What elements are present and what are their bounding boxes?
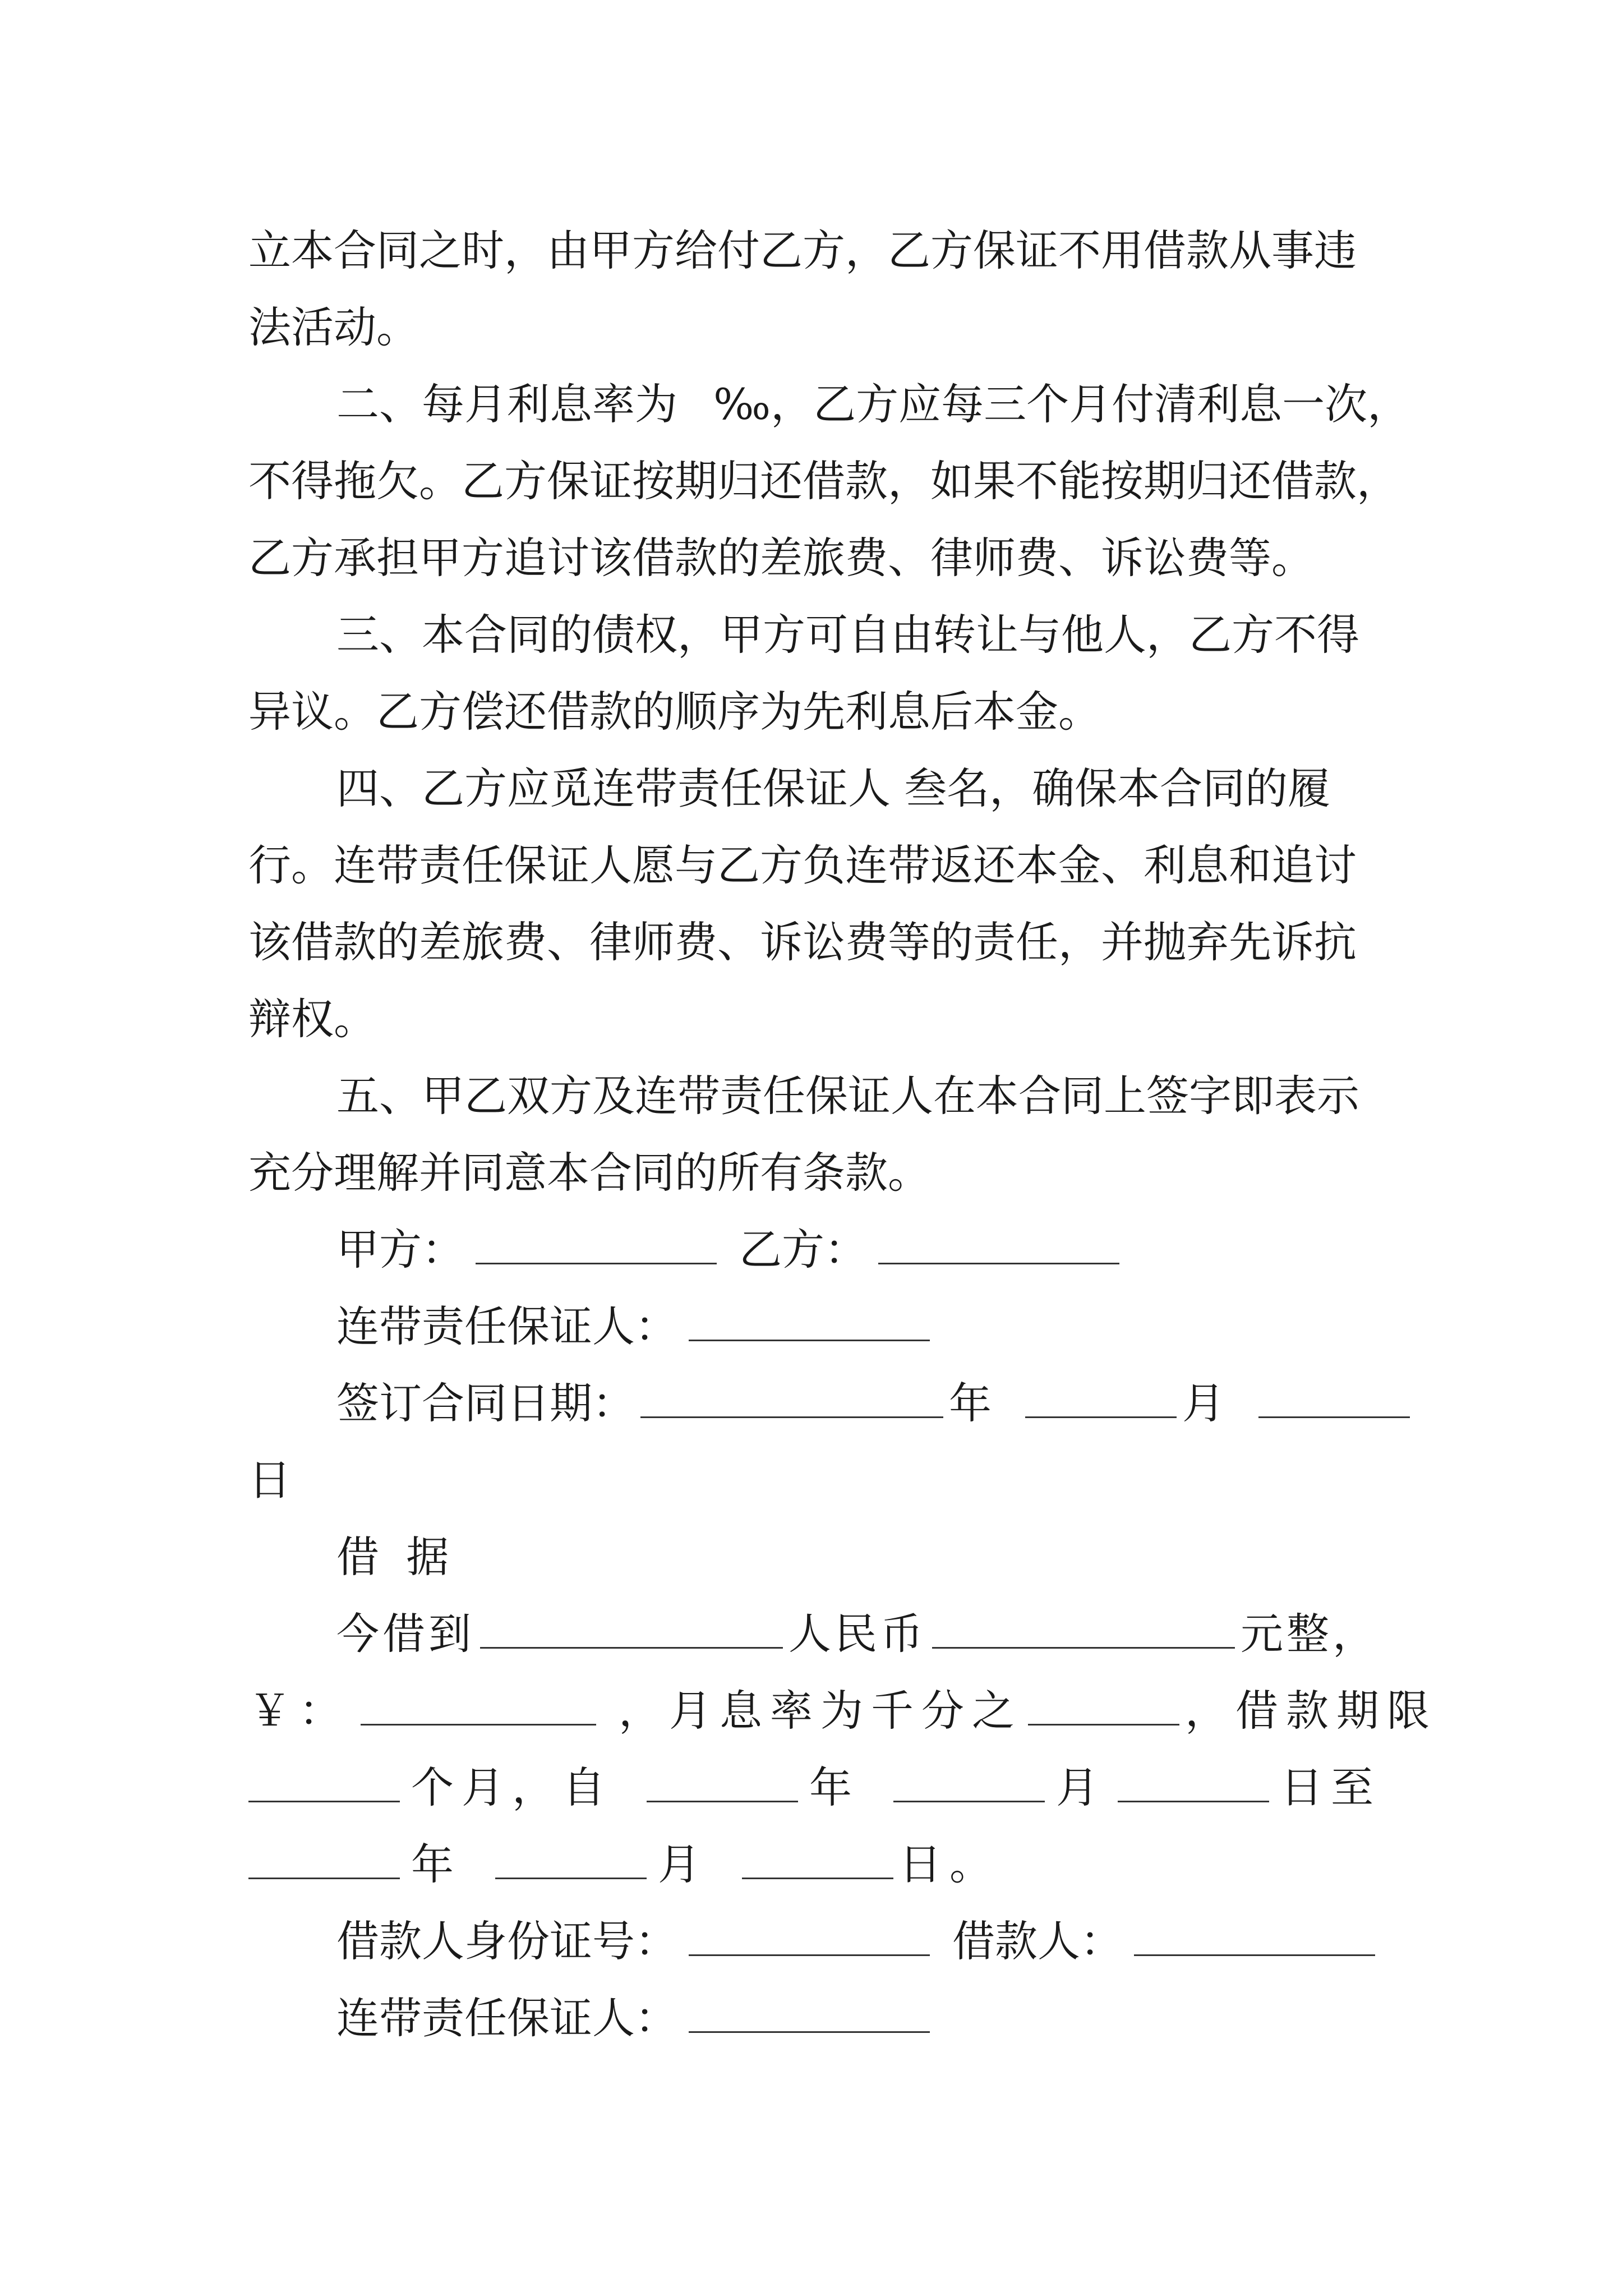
p4-line-2: 行。连带责任保证人愿与乙方负连带返还本金、利息和追讨: [248, 840, 1357, 890]
receipt-rmb-label: 人民币: [789, 1609, 926, 1659]
receipt-rate-label: ，月息率为千分之: [619, 1686, 1022, 1736]
receipt-title: 借 据: [336, 1532, 449, 1582]
p4-line-3: 该借款的差旅费、律师费、诉讼费等的责任，并抛弃先诉抗: [248, 917, 1357, 967]
rate-blank[interactable]: [1028, 1689, 1179, 1726]
receipt-id-row: [336, 1903, 1375, 1980]
party-a-blank[interactable]: [476, 1228, 717, 1264]
end-year-blank[interactable]: [248, 1843, 400, 1879]
end-month-blank[interactable]: [495, 1843, 647, 1879]
end-day-blank[interactable]: [742, 1843, 893, 1879]
receipt-months-from: 个月，自: [411, 1763, 613, 1812]
p2-line-1-b: ‰，乙方应每三个月付清利息一次，: [713, 379, 1410, 429]
date-year-label: 年: [949, 1378, 992, 1428]
p5-line-2: 充分理解并同意本合同的所有条款。: [248, 1148, 930, 1198]
p3-line-1: 三、本合同的债权，甲方可自由转让与他人，乙方不得: [336, 610, 1359, 660]
borrower-id-label: 借款人身份证号：: [336, 1916, 677, 1966]
receipt-line-2: [248, 1672, 1437, 1749]
guarantor-label: 连带责任保证人：: [336, 1301, 677, 1351]
amount-figures-blank[interactable]: [361, 1689, 596, 1726]
p2-line-1: [336, 366, 1410, 443]
date-year-blank[interactable]: [640, 1382, 943, 1418]
receipt-borrowed-from: 今借到: [336, 1609, 474, 1659]
start-year-label: 年: [809, 1763, 860, 1812]
receipt-term-label: ，借款期限: [1185, 1686, 1437, 1736]
start-day-blank[interactable]: [1118, 1766, 1269, 1802]
date-day-blank[interactable]: [1258, 1382, 1410, 1418]
receipt-guarantor-label: 连带责任保证人：: [336, 1993, 677, 2043]
p4-line-1: 四、乙方应觅连带责任保证人 叁名，确保本合同的履: [336, 763, 1331, 813]
p4-line-4: 辩权。: [248, 994, 376, 1044]
contract-date-row: [336, 1365, 1410, 1442]
p2-line-2: 不得拖欠。乙方保证按期归还借款，如果不能按期归还借款，: [248, 456, 1399, 506]
receipt-yen-label: ￥：: [248, 1686, 349, 1736]
guarantor-blank[interactable]: [689, 1305, 930, 1341]
date-month-blank[interactable]: [1025, 1382, 1177, 1418]
start-day-label: 日至: [1280, 1763, 1381, 1812]
p3-line-2: 异议。乙方偿还借款的顺序为先利息后本金。: [248, 687, 1101, 737]
receipt-line-4: [248, 1826, 1000, 1903]
start-year-blank[interactable]: [647, 1766, 798, 1802]
signature-parties-row: [336, 1211, 1119, 1288]
borrower-blank[interactable]: [1134, 1920, 1375, 1956]
date-day-label: 日: [248, 1455, 291, 1505]
receipt-guarantor-blank[interactable]: [689, 1996, 930, 2033]
p1-line-1: 立本合同之时，由甲方给付乙方，乙方保证不用借款从事违: [248, 226, 1357, 275]
lender-blank[interactable]: [480, 1612, 783, 1649]
p2-line-3: 乙方承担甲方追讨该借款的差旅费、律师费、诉讼费等。: [248, 533, 1314, 583]
party-b-label: 乙方：: [739, 1225, 867, 1274]
receipt-yuan-label: 元整，: [1241, 1609, 1378, 1659]
date-month-label: 月: [1182, 1378, 1225, 1428]
start-month-blank[interactable]: [893, 1766, 1045, 1802]
receipt-guarantor-row: [336, 1980, 930, 2056]
start-month-label: 月: [1056, 1763, 1106, 1812]
borrower-label: 借款人：: [952, 1916, 1123, 1966]
party-a-label: 甲方：: [336, 1225, 464, 1274]
end-month-label: 月: [658, 1839, 708, 1889]
p2-line-1-a: 二、每月利息率为: [336, 379, 691, 429]
signature-guarantor-row: [336, 1288, 930, 1365]
receipt-line-3: [248, 1749, 1381, 1826]
borrower-id-blank[interactable]: [689, 1920, 930, 1956]
end-year-label: 年: [411, 1839, 462, 1889]
end-day-label: 日。: [899, 1839, 1000, 1889]
date-label: 签订合同日期：: [336, 1378, 635, 1428]
party-b-blank[interactable]: [878, 1228, 1119, 1264]
receipt-line-1: [336, 1595, 1378, 1672]
term-months-blank[interactable]: [248, 1766, 400, 1802]
p1-line-2: 法活动。: [248, 302, 419, 352]
amount-words-blank[interactable]: [932, 1612, 1235, 1649]
p5-line-1: 五、甲乙双方及连带责任保证人在本合同上签字即表示: [336, 1071, 1359, 1121]
